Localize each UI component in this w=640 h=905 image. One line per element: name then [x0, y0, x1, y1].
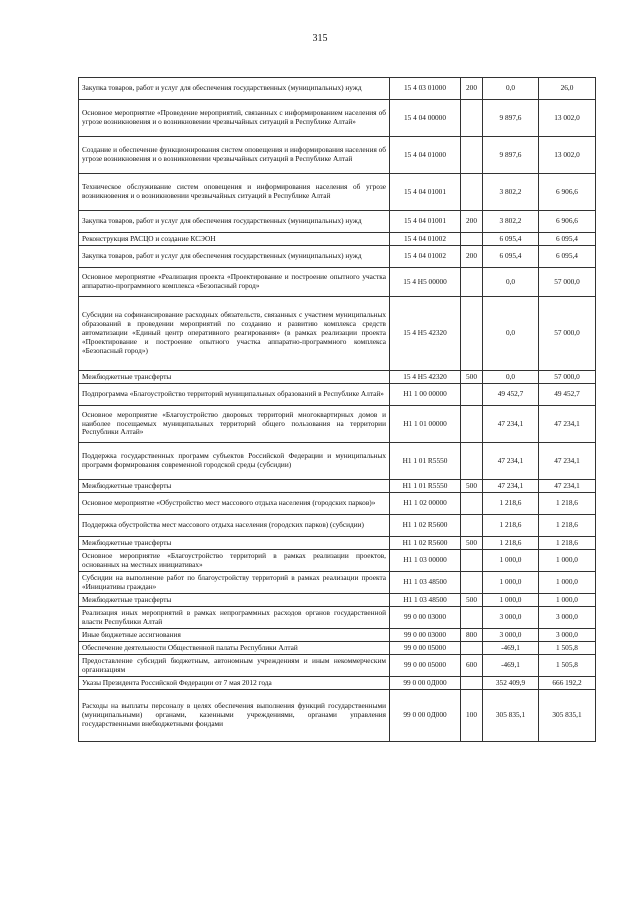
table-row — [79, 137, 596, 174]
table-row — [79, 515, 596, 537]
row-name: Подпрограмма «Благоустройство территорий муниципальных образований в Республике Алтай» — [79, 384, 390, 406]
row-expense-type: 100 — [461, 690, 483, 742]
row-name: Субсидии на софинансирование расходных обязательств, связанных с участием муниципальных образований в проведении мероприятий по созданию и развитию комплекса средств автоматизации «Единый центр оперативного реагирования» (в рамках реализации проекта «Проектирование и построение опытного участка аппаратно-программного комплекса «Безопасный город») — [79, 297, 390, 371]
row-value-2: 3 000,0 — [539, 629, 596, 642]
row-code: 15 4 04 01002 — [390, 246, 461, 268]
row-value-2: 1 218,6 — [539, 493, 596, 515]
table-row — [79, 100, 596, 137]
row-expense-type: 500 — [461, 371, 483, 384]
row-name: Основное мероприятие «Обустройство мест массового отдыха населения (городских парков)» — [79, 493, 390, 515]
row-name: Реализация иных мероприятий в рамках непрограммных расходов органов государственной власти Республики Алтай — [79, 607, 390, 629]
row-value-1: 352 409,9 — [483, 677, 539, 690]
table-row — [79, 233, 596, 246]
row-expense-type — [461, 233, 483, 246]
row-value-1: 1 000,0 — [483, 594, 539, 607]
row-expense-type: 500 — [461, 480, 483, 493]
row-value-2: 49 452,7 — [539, 384, 596, 406]
row-name: Межбюджетные трансферты — [79, 594, 390, 607]
table-row — [79, 174, 596, 211]
row-value-1: 1 000,0 — [483, 550, 539, 572]
row-value-1: 305 835,1 — [483, 690, 539, 742]
row-expense-type — [461, 572, 483, 594]
row-expense-type: 600 — [461, 655, 483, 677]
row-name: Закупка товаров, работ и услуг для обеспечения государственных (муниципальных) нужд — [79, 211, 390, 233]
row-name: Указы Президента Российской Федерации от 7 мая 2012 года — [79, 677, 390, 690]
row-code: H1 1 01 00000 — [390, 406, 461, 443]
row-code: H1 1 01 R5550 — [390, 443, 461, 480]
row-code: 15 4 04 01000 — [390, 137, 461, 174]
table-row — [79, 629, 596, 642]
row-value-2: 3 000,0 — [539, 607, 596, 629]
row-expense-type: 200 — [461, 78, 483, 100]
row-value-2: 1 218,6 — [539, 515, 596, 537]
table-row — [79, 690, 596, 742]
row-value-2: 1 000,0 — [539, 594, 596, 607]
row-value-2: 1 000,0 — [539, 572, 596, 594]
row-name: Создание и обеспечение функционирования систем оповещения и информирования населения об угрозе возникновения и о возникновении чрезвычайных ситуаций в Республике Алтай — [79, 137, 390, 174]
row-name: Реконструкция РАСЦО и создание КСЭОН — [79, 233, 390, 246]
row-value-2: 6 095,4 — [539, 233, 596, 246]
table-row — [79, 211, 596, 233]
row-code: H1 1 03 48500 — [390, 594, 461, 607]
row-value-1: 0,0 — [483, 78, 539, 100]
row-expense-type — [461, 550, 483, 572]
row-value-1: -469,1 — [483, 642, 539, 655]
table-row — [79, 480, 596, 493]
table-row — [79, 537, 596, 550]
table-row — [79, 384, 596, 406]
row-expense-type — [461, 443, 483, 480]
row-name: Иные бюджетные ассигнования — [79, 629, 390, 642]
row-expense-type — [461, 642, 483, 655]
row-value-1: 9 897,6 — [483, 137, 539, 174]
row-value-2: 57 000,0 — [539, 297, 596, 371]
row-value-2: 1 000,0 — [539, 550, 596, 572]
row-value-2: 1 505,8 — [539, 655, 596, 677]
row-name: Предоставление субсидий бюджетным, автономным учреждениям и иным некоммерческим организациям — [79, 655, 390, 677]
row-value-1: 1 218,6 — [483, 493, 539, 515]
row-value-2: 13 002,0 — [539, 100, 596, 137]
row-name: Межбюджетные трансферты — [79, 537, 390, 550]
row-value-1: 6 095,4 — [483, 246, 539, 268]
row-code: 99 0 00 0Д000 — [390, 690, 461, 742]
row-code: 15 4 H5 42320 — [390, 371, 461, 384]
table-row — [79, 493, 596, 515]
row-value-1: 47 234,1 — [483, 443, 539, 480]
row-code: 15 4 04 01001 — [390, 211, 461, 233]
row-value-2: 6 095,4 — [539, 246, 596, 268]
row-value-2: 305 835,1 — [539, 690, 596, 742]
row-code: 15 4 04 01001 — [390, 174, 461, 211]
row-code: 99 0 00 05000 — [390, 642, 461, 655]
row-expense-type — [461, 174, 483, 211]
table-row — [79, 268, 596, 297]
table-row — [79, 406, 596, 443]
row-code: H1 1 02 00000 — [390, 493, 461, 515]
row-value-1: 3 802,2 — [483, 211, 539, 233]
row-value-2: 6 906,6 — [539, 211, 596, 233]
row-name: Основное мероприятие «Благоустройство территорий в рамках реализации проектов, основанных на местных инициативах» — [79, 550, 390, 572]
row-code: 15 4 H5 42320 — [390, 297, 461, 371]
row-value-1: 1 000,0 — [483, 572, 539, 594]
row-expense-type — [461, 384, 483, 406]
row-value-1: 1 218,6 — [483, 515, 539, 537]
row-value-2: 666 192,2 — [539, 677, 596, 690]
row-expense-type — [461, 297, 483, 371]
row-value-2: 57 000,0 — [539, 371, 596, 384]
budget-table — [78, 77, 596, 742]
table-row — [79, 371, 596, 384]
table-row — [79, 297, 596, 371]
row-code: 99 0 00 03000 — [390, 607, 461, 629]
row-name: Основное мероприятие «Проведение мероприятий, связанных с информированием населения об угрозе возникновения и о возникновении чрезвычайных ситуаций в Республике Алтай» — [79, 100, 390, 137]
row-code: H1 1 00 00000 — [390, 384, 461, 406]
row-name: Поддержка обустройства мест массового отдыха населения (городских парков) (субсидии) — [79, 515, 390, 537]
row-name: Основное мероприятие «Благоустройство дворовых территорий многоквартирных домов и наиболее посещаемых муниципальных территорий общего пользования на территории Республики Алтай» — [79, 406, 390, 443]
row-value-2: 47 234,1 — [539, 480, 596, 493]
table-row — [79, 594, 596, 607]
row-code: 15 4 H5 00000 — [390, 268, 461, 297]
row-value-2: 47 234,1 — [539, 406, 596, 443]
row-expense-type: 800 — [461, 629, 483, 642]
row-value-1: 3 802,2 — [483, 174, 539, 211]
row-value-1: 49 452,7 — [483, 384, 539, 406]
row-value-2: 1 218,6 — [539, 537, 596, 550]
table-row — [79, 443, 596, 480]
row-value-1: 3 000,0 — [483, 607, 539, 629]
row-name: Субсидии на выполнение работ по благоустройству территорий в рамках реализации проекта «Инициативы граждан» — [79, 572, 390, 594]
row-code: 99 0 00 05000 — [390, 655, 461, 677]
row-value-1: -469,1 — [483, 655, 539, 677]
row-value-2: 6 906,6 — [539, 174, 596, 211]
row-value-1: 0,0 — [483, 268, 539, 297]
row-code: 99 0 00 03000 — [390, 629, 461, 642]
row-value-1: 0,0 — [483, 371, 539, 384]
row-expense-type — [461, 607, 483, 629]
row-expense-type — [461, 493, 483, 515]
row-name: Расходы на выплаты персоналу в целях обеспечения выполнения функций государственными (муниципальными) органами, казенными учреждениями, органами управления государственными внебюджетными фондами — [79, 690, 390, 742]
table-row — [79, 655, 596, 677]
row-code: H1 1 03 00000 — [390, 550, 461, 572]
page-number: 315 — [312, 33, 328, 44]
row-expense-type: 200 — [461, 246, 483, 268]
row-value-1: 47 234,1 — [483, 406, 539, 443]
row-value-1: 1 218,6 — [483, 537, 539, 550]
row-name: Закупка товаров, работ и услуг для обеспечения государственных (муниципальных) нужд — [79, 246, 390, 268]
row-name: Межбюджетные трансферты — [79, 371, 390, 384]
row-expense-type: 500 — [461, 594, 483, 607]
row-expense-type — [461, 100, 483, 137]
row-code: 15 4 04 01002 — [390, 233, 461, 246]
table-row — [79, 677, 596, 690]
row-name: Поддержка государственных программ субъектов Российской Федерации и муниципальных программ формирования современной городской среды (субсидии) — [79, 443, 390, 480]
row-expense-type — [461, 137, 483, 174]
row-value-2: 57 000,0 — [539, 268, 596, 297]
row-value-1: 0,0 — [483, 297, 539, 371]
row-code: 15 4 04 00000 — [390, 100, 461, 137]
row-value-1: 9 897,6 — [483, 100, 539, 137]
row-code: 15 4 03 01000 — [390, 78, 461, 100]
table-row — [79, 642, 596, 655]
table-row — [79, 246, 596, 268]
row-code: H1 1 02 R5600 — [390, 515, 461, 537]
row-expense-type: 200 — [461, 211, 483, 233]
budget-table-body — [79, 78, 596, 742]
row-value-1: 3 000,0 — [483, 629, 539, 642]
row-name: Техническое обслуживание систем оповещения и информирования населения об угрозе возникновения и о возникновении чрезвычайных ситуаций в Республике Алтай — [79, 174, 390, 211]
row-code: H1 1 01 R5550 — [390, 480, 461, 493]
table-row — [79, 607, 596, 629]
row-value-1: 6 095,4 — [483, 233, 539, 246]
row-code: 99 0 00 0Д000 — [390, 677, 461, 690]
row-expense-type — [461, 268, 483, 297]
row-value-2: 13 002,0 — [539, 137, 596, 174]
row-value-2: 26,0 — [539, 78, 596, 100]
row-name: Закупка товаров, работ и услуг для обеспечения государственных (муниципальных) нужд — [79, 78, 390, 100]
row-code: H1 1 03 48500 — [390, 572, 461, 594]
row-expense-type: 500 — [461, 537, 483, 550]
row-value-2: 1 505,8 — [539, 642, 596, 655]
table-row — [79, 572, 596, 594]
row-expense-type — [461, 515, 483, 537]
row-value-2: 47 234,1 — [539, 443, 596, 480]
table-row — [79, 78, 596, 100]
row-expense-type — [461, 406, 483, 443]
row-expense-type — [461, 677, 483, 690]
row-value-1: 47 234,1 — [483, 480, 539, 493]
row-name: Межбюджетные трансферты — [79, 480, 390, 493]
row-name: Основное мероприятие «Реализация проекта «Проектирование и построение опытного участка аппаратно-программного комплекса «Безопасный город» — [79, 268, 390, 297]
row-name: Обеспечение деятельности Общественной палаты Республики Алтай — [79, 642, 390, 655]
row-code: H1 1 02 R5600 — [390, 537, 461, 550]
table-row — [79, 550, 596, 572]
